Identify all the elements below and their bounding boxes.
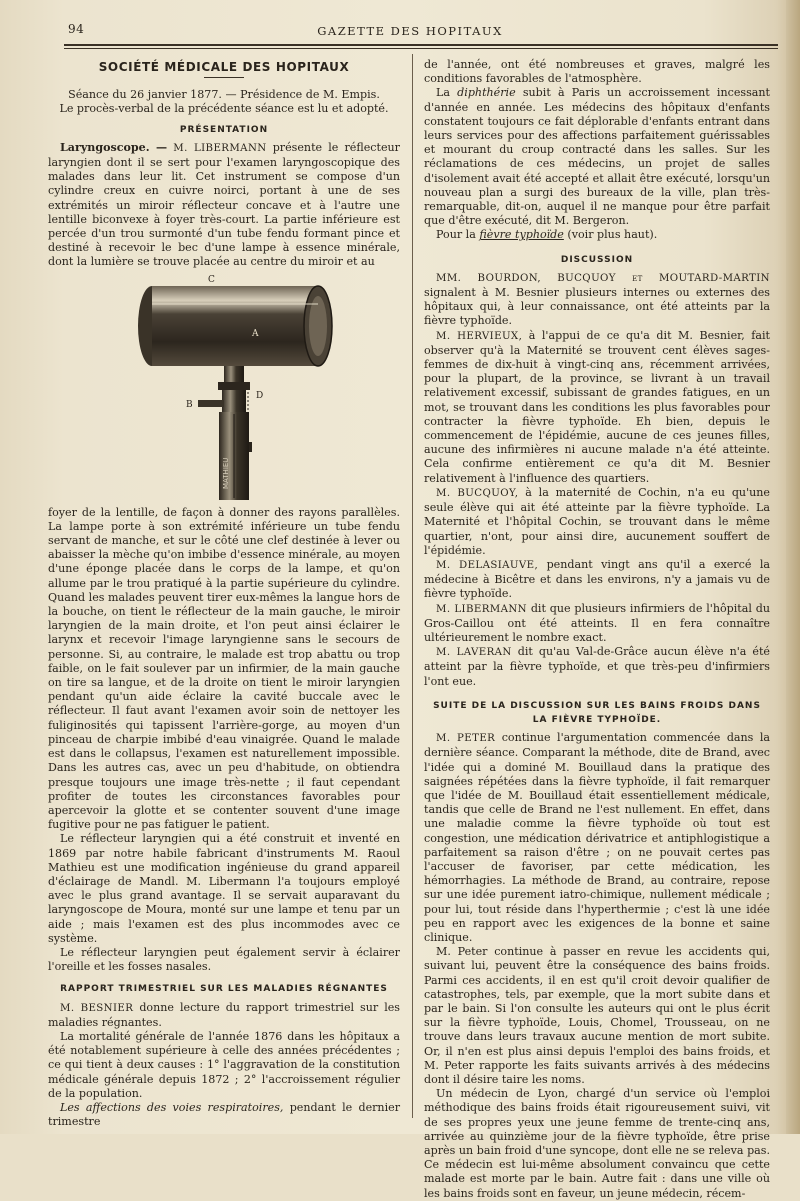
laryngoscope-figure bbox=[48, 274, 400, 502]
figure-label-c: C bbox=[208, 274, 215, 285]
discussion-6-text: dit qu'au Val-de-Grâce aucun élève n'a été atteint par la fièvre typhoïde, et que très-peu d'infirmiers l'ont eue. bbox=[424, 645, 770, 688]
discussion-5 bbox=[424, 602, 770, 646]
session-line: Séance du 26 janvier 1877. — Présidence de M. Empis. bbox=[68, 88, 380, 102]
author-hervieux: M. HERVIEUX, bbox=[436, 330, 523, 342]
laryngoscope-paragraph bbox=[48, 141, 400, 270]
laryngoscope-lead: Laryngoscope. — bbox=[60, 140, 168, 154]
diphtherie-italic: diphthérie bbox=[457, 86, 516, 100]
society-title: SOCIÉTÉ MÉDICALE DES HOPITAUX bbox=[98, 60, 350, 74]
figure-label-a: A bbox=[252, 328, 259, 339]
peter-paragraph-2: M. Peter continue à passer en revue les accidents qui, suivant lui, peuvent être la conséquence des bains froids. Parmi ces accidents, il en est qu'il croit devoir qualifier de catastrophes, tels, par exemple, que la mort subite dans et par le bain. Si l'on consulte les auteurs qui ont le plus écrit sur la fièvre typhoïde, Louis, Chomel, Trousseau, on ne trouve dans leurs travaux aucune mention de mort subite. Or, il n'en est plus ainsi depuis l'emploi des bains froids, et M. Peter rapporte les faits suivants arrivés à des médecins dont il désire taire les noms. bbox=[424, 945, 770, 1087]
page-edge bbox=[786, 0, 800, 1134]
figure-maker-mark: MATHIEU bbox=[222, 457, 230, 489]
pour-prefix: Pour la bbox=[436, 228, 480, 242]
paragraph-foyer: foyer de la lentille, de façon à donner des rayons parallèles. La lampe porte à son extrémité inférieure un tube fendu servant de manche, et sur le côté une clef destinée à lever ou abaisser la mèche qu'on imbibe d'essence minérale, au moyen d'une éponge placée dans le corps de la lampe, et qu'on allume par le trou pratiqué à la partie supérieure du cylindre. Quand les malades peuvent tirer eux-mêmes la langue hors de la bouche, on tient le réflecteur de la main gauche, le miroir laryngien de la main droite, et l'on peut ainsi éclairer le larynx et recevoir l'image laryngienne sans le secours de personne. Si, au contraire, le malade est trop abattu ou trop faible, on le fait soulever par un infirmier, de la main gauche on tire sa langue, et de la droite on tient le miroir laryngien pendant qu'un aide éclaire la cavité buccale avec le réflecteur. Il faut avant l'examen avoir soin de nettoyer les fuliginosités qui tapissent l'arrière-gorge, au moyen d'un pinceau de charpie imbibé d'eau vinaigrée. Quand le malade est dans le collapsus, l'examen est naturellement impossible. Dans les autres cas, avec un peu d'habitude, on obtiendra presque toujours une image très-nette ; il faut cependant profiter de toutes les circonstances favorables pour apercevoir la glotte et se contenter souvent d'une image fugitive pour ne pas fatiguer le patient. bbox=[48, 505, 400, 832]
discussion-5-text: dit que plusieurs infirmiers de l'hôpital du Gros-Caillou ont été atteints. Il en fera connaître ultérieurement le nombre exact. bbox=[424, 601, 770, 644]
header-rule-thin bbox=[64, 48, 778, 49]
author-bucquoy: M. BUCQUOY, bbox=[436, 487, 519, 499]
page-header bbox=[40, 22, 780, 42]
pour-text: (voir plus haut). bbox=[563, 228, 658, 242]
discussion-4-text: pendant vingt ans qu'il a exercé la médecine à Bicêtre et dans les environs, n'y a jamais vu de fièvre typhoïde. bbox=[424, 557, 770, 601]
author-libermann: M. LIBERMANN bbox=[173, 142, 267, 154]
paragraph-annee: de l'année, ont été nombreuses et graves, malgré les conditions favorables de l'atmosphère. bbox=[424, 58, 770, 86]
discussion-1-text: signalent à M. Besnier plusieurs internes ou externes des hôpitaux qui, à leur connaissance, ont été atteints par la fièvre typhoïde. bbox=[424, 286, 770, 328]
laryngoscope-text: présente le réflecteur laryngien dont il se sert pour l'examen laryngoscopique des malades dans leur lit. Cet instrument se compose d'un cylindre creux en cuivre noirci, portant à une de ses extrémités un miroir réflecteur concave et à l'autre une lentille biconvexe à foyer très-court. La partie inférieure est percée d'un trou surmonté d'un tube fendu formant pince et destiné à recevoir le bec d'une lampe à essence minérale, dont la lumière se trouve placée au centre du miroir et au bbox=[48, 140, 400, 269]
author-laveran: M. LAVERAN bbox=[436, 647, 512, 659]
besnier-text: donne lecture du rapport trimestriel sur les maladies régnantes. bbox=[48, 1000, 400, 1029]
peter-text: continue l'argumentation commencée dans la dernière séance. Comparant la méthode, dite de Brand, avec l'idée qui a dominé M. Bouillaud dans la pratique des saignées répétées dans la fièvre typhoïde, il fait remarquer que l'idée de M. Bouillaud était essentiellement médicale, tandis que celle de Brand ne l'est nullement. En effet, dans une maladie comme la fièvre typhoïde où tout est congestion, une médication dérivatrice et antiphlogistique a parfaitement sa raison d'être ; on ne pouvait certes pas l'accuser de favoriser, par cette médication, les hémorrhagies. La méthode de Brand, au contraire, repose sur une idée purement iatro-chimique, nullement médicale ; pour lui, tout réside dans l'hyperthermie ; c'est là une idée peu en rapport avec les exigences de la bonne et saine clinique. bbox=[424, 731, 770, 944]
presentation-heading: PRÉSENTATION bbox=[179, 124, 269, 135]
left-column bbox=[48, 58, 400, 1129]
suite-heading: SUITE DE LA DISCUSSION SUR LES BAINS FROIDS DANS LA FIÈVRE TYPHOÏDE. bbox=[433, 700, 761, 725]
discussion-heading: DISCUSSION bbox=[560, 254, 634, 265]
paragraph-reflecteur: Le réflecteur laryngien qui a été construit et inventé en 1869 par notre habile fabricant d'instruments M. Raoul Mathieu est une modification ingénieuse du grand appareil d'éclairage de Mandl. M. Libermann l'a toujours employé avec le plus grand avantage. Il se servait auparavant du laryngoscope de Moura, monté sur une lampe et tenu par un aide ; mais l'examen est des plus incommodes avec ce système. bbox=[48, 832, 400, 945]
author-delasiauve: M. DELASIAUVE, bbox=[436, 559, 539, 571]
paragraph-oreille: Le réflecteur laryngien peut également servir à éclairer l'oreille et les fosses nasales. bbox=[48, 945, 400, 974]
page-number: 94 bbox=[68, 22, 85, 36]
authors-bourdon-bucquoy-moutard: MM. BOURDON, BUCQUOY et MOUTARD-MARTIN bbox=[436, 272, 770, 284]
column-divider bbox=[412, 54, 413, 1118]
figure-label-d: D bbox=[256, 390, 264, 401]
discussion-3 bbox=[424, 486, 770, 558]
diphtherie-text: subit à Paris un accroissement incessant d'année en année. Les médecins des hôpitaux d'enfants constatent toujours ce fait déplorable d'enfants entrant dans leurs services pour des affections parfaitement guérissables et mourant du croup contracté dans les salles. Sur les réclamations de ces médecins, un projet de salles d'isolement avait été accepté et allait être exécuté, lorsqu'un nouveau plan a surgi des bureaux de la ville, plan très-remarquable, dit-on, auquel il ne manque pour être parfait que d'être exécuté, dit M. Bergeron. bbox=[424, 86, 770, 228]
paragraph-mortalite: La mortalité générale de l'année 1876 dans les hôpitaux a été notablement supérieure à celle des années précédentes ; ce qui tient à deux causes : 1° l'aggravation de la constitution médicale générale depuis 1872 ; 2° l'accroissement régulier de la population. bbox=[48, 1029, 400, 1100]
besnier-paragraph bbox=[48, 1001, 400, 1030]
affections-text: pendant le dernier trimestre bbox=[48, 1100, 400, 1129]
affections-italic: Les affections des voies respiratoires, bbox=[60, 1100, 284, 1114]
discussion-4 bbox=[424, 558, 770, 602]
discussion-2-text: à l'appui de ce qu'a dit M. Besnier, fait observer qu'à la Maternité se trouvent cent élèves sages-femmes de dix-huit à vingt-cinq ans, récemment arrivées, pour la plupart, de la province, se livrant à un travail relativement excessif, subissant de grandes fatigues, en un mot, se trouvant dans les conditions les plus favorables pour contracter la fièvre typhoïde. Eh bien, depuis le commencement de l'épidémie, aucune de ces jeunes filles, aucune des infirmières ni aucune malade n'a été atteinte. Cela confirme entièrement ce qu'a dit M. Besnier relativement à l'influence des quartiers. bbox=[424, 328, 770, 485]
rapport-heading: RAPPORT TRIMESTRIEL SUR LES MALADIES RÉGNANTES bbox=[60, 984, 388, 995]
discussion-1 bbox=[424, 271, 770, 329]
figure-label-b: B bbox=[186, 399, 193, 410]
peter-paragraph bbox=[424, 731, 770, 945]
author-peter: M. PETER bbox=[436, 733, 496, 745]
running-title: GAZETTE DES HOPITAUX bbox=[317, 24, 503, 38]
author-besnier: M. BESNIER bbox=[60, 1002, 134, 1014]
laryngoscope-illustration bbox=[48, 274, 400, 502]
header-rule bbox=[64, 44, 778, 46]
fievre-italic: fièvre typhoïde bbox=[479, 228, 564, 242]
author-libermann-2: M. LIBERMANN bbox=[436, 603, 527, 615]
paragraph-diphtherie bbox=[424, 86, 770, 228]
paragraph-fievre bbox=[424, 228, 770, 242]
discussion-2 bbox=[424, 329, 770, 486]
discussion-3-text: à la maternité de Cochin, n'a eu qu'une seule élève qui ait été atteinte par la fièvre typhoïde. La Maternité et l'hôpital Cochin, se trouvant dans le même quartier, n'ont, pour ainsi dire, aucunement souffert de l'épidémie. bbox=[424, 485, 770, 557]
right-column bbox=[424, 58, 770, 1201]
discussion-6 bbox=[424, 645, 770, 689]
paragraph-affections bbox=[48, 1101, 400, 1129]
minutes-line: Le procès-verbal de la précédente séance est lu et adopté. bbox=[59, 102, 389, 116]
title-rule bbox=[204, 77, 244, 78]
diphtherie-prefix: La bbox=[436, 86, 458, 100]
lyon-paragraph: Un médecin de Lyon, chargé d'un service où l'emploi méthodique des bains froids était rigoureusement suivi, vit de ses propres yeux une jeune femme de trente-cinq ans, arrivée au quinzième jour de la fièvre typhoïde, être prise après un bain froid d'une syncope, dont elle ne se releva pas. Ce médecin est lui-même absolument convaincu que cette malade est morte par le bain. Autre fait : dans une ville où les bains froids sont en faveur, un jeune médecin, récem- bbox=[424, 1087, 770, 1200]
